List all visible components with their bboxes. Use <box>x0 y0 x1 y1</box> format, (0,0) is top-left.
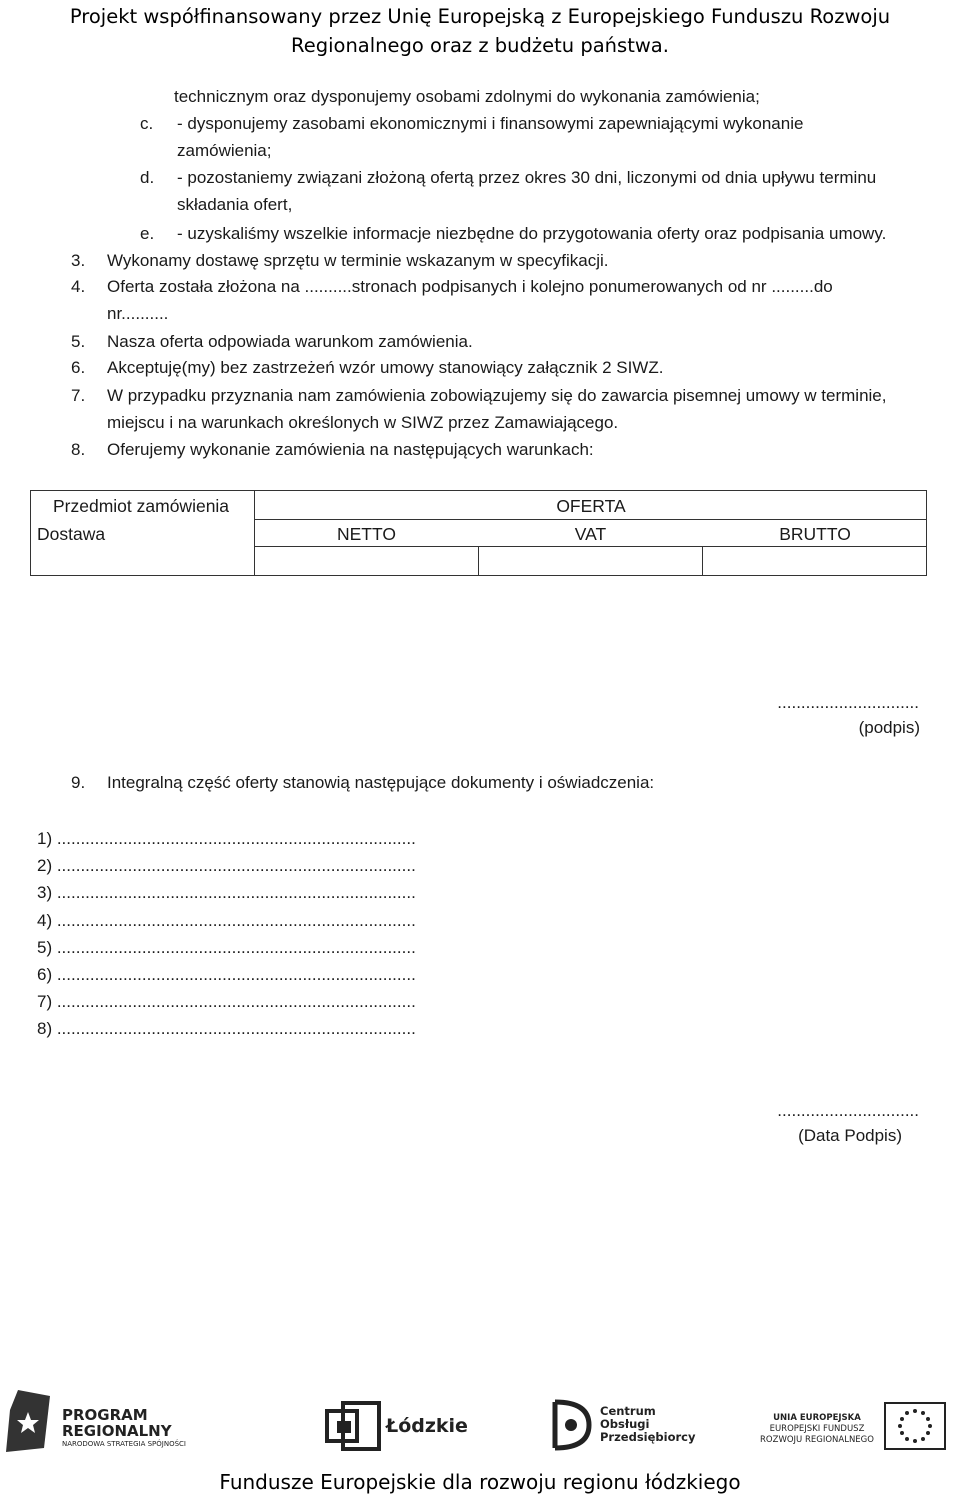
lodzkie-emblem-icon <box>325 1401 381 1451</box>
item-marker-e: e. <box>140 224 155 243</box>
header-line-2: Regionalnego oraz z budżetu państwa. <box>291 34 669 57</box>
table-divider-offer <box>254 519 927 520</box>
table-header-offer: OFERTA <box>556 496 626 516</box>
vat-value-field[interactable] <box>480 548 701 575</box>
point-6-text: Akceptuję(my) bez zastrzeżeń wzór umowy stanowiący załącznik 2 SIWZ. <box>107 358 664 377</box>
program-regionalny-logo <box>62 1407 186 1449</box>
signature-dots[interactable]: .............................. <box>777 693 919 712</box>
document-line[interactable]: 1) ............................................................................ <box>37 829 416 848</box>
header-line-1: Projekt współfinansowany przez Unię Europejską z Europejskiego Funduszu Rozwoju <box>69 5 891 28</box>
table-col-brutto: BRUTTO <box>779 524 851 544</box>
program-logo-line-1: PROGRAM <box>62 1406 148 1424</box>
date-signature-label: (Data Podpis) <box>798 1126 902 1145</box>
eu-flag-icon <box>884 1402 946 1450</box>
program-logo-line-3: NARODOWA STRATEGIA SPÓJNOŚCI <box>62 1440 186 1448</box>
point-3-text: Wykonamy dostawę sprzętu w terminie wskazanym w specyfikacji. <box>107 251 609 270</box>
footer-slogan: Fundusze Europejskie dla rozwoju regionu łódzkiego <box>219 1470 741 1494</box>
point-5-number: 5. <box>71 332 86 351</box>
point-9-text: Integralną część oferty stanowią następujące dokumenty i oświadczenia: <box>107 773 655 792</box>
table-header-subject: Przedmiot zamówienia <box>53 496 230 516</box>
point-7-text-1: W przypadku przyznania nam zamówienia zobowiązujemy się do zawarcia pisemnej umowy w terminie, <box>107 386 887 405</box>
offer-table <box>30 490 927 576</box>
point-3-number: 3. <box>71 251 86 270</box>
eu-line-2: EUROPEJSKI FUNDUSZ <box>769 1424 865 1434</box>
document-line[interactable]: 4) ............................................................................ <box>37 910 416 930</box>
item-marker-d: d. <box>140 168 155 187</box>
eu-fund-logo <box>757 1413 877 1446</box>
table-col-netto: NETTO <box>337 524 396 544</box>
table-col-vat: VAT <box>574 524 607 544</box>
table-divider-row <box>254 546 927 547</box>
point-4-text-2: nr.......... <box>107 304 169 323</box>
centrum-obslugi-logo <box>600 1405 695 1444</box>
signature-label: (podpis) <box>858 718 920 737</box>
point-7-text-2: miejscu i na warunkach określonych w SIWZ przez Zamawiającego. <box>107 413 619 432</box>
point-8-number: 8. <box>71 440 86 459</box>
item-d-text-2: składania ofert, <box>177 195 293 214</box>
documents-list <box>37 825 416 1043</box>
point-5-text: Nasza oferta odpowiada warunkom zamówienia. <box>107 332 473 351</box>
table-divider-brutto <box>702 546 703 576</box>
eu-line-1: UNIA EUROPEJSKA <box>773 1413 861 1423</box>
centrum-line-2: Obsługi <box>600 1417 650 1431</box>
table-divider-vat <box>478 546 479 576</box>
point-8-text: Oferujemy wykonanie zamówienia na następujących warunkach: <box>107 440 594 459</box>
program-logo-line-2: REGIONALNY <box>62 1422 172 1440</box>
item-d-text-1: - pozostaniemy związani złożoną ofertą przez okres 30 dni, liczonymi od dnia upływu terminu <box>177 168 877 187</box>
eu-line-3: ROZWOJU REGIONALNEGO <box>760 1435 874 1445</box>
document-line[interactable]: 2) ............................................................................ <box>37 856 416 876</box>
document-line[interactable]: 5) ............................................................................ <box>37 937 416 957</box>
table-row-label: Dostawa <box>37 524 106 544</box>
centrum-obslugi-icon <box>545 1398 595 1452</box>
program-regionalny-star-icon <box>4 1390 52 1452</box>
point-4-text-1: Oferta została złożona na ..........stronach podpisanych i kolejno ponumerowanych od nr .........do <box>107 277 833 296</box>
centrum-line-1: Centrum <box>600 1404 656 1418</box>
item-e-text: - uzyskaliśmy wszelkie informacje niezbędne do przygotowania oferty oraz podpisania umowy. <box>177 224 887 243</box>
point-9-number: 9. <box>71 773 86 792</box>
footer-logos <box>0 1385 960 1460</box>
document-line[interactable]: 6) ............................................................................ <box>37 965 416 985</box>
point-4-number: 4. <box>71 277 86 296</box>
point-6-number: 6. <box>71 358 86 377</box>
item-c-text-2: zamówienia; <box>177 141 272 160</box>
document-line[interactable]: 3) ............................................................................ <box>37 883 416 903</box>
item-marker-c: c. <box>140 114 154 133</box>
netto-value-field[interactable] <box>256 548 477 575</box>
item-c-text-1: - dysponujemy zasobami ekonomicznymi i finansowymi zapewniającymi wykonanie <box>177 114 804 133</box>
document-header <box>0 2 960 60</box>
document-line[interactable]: 8) ............................................................................ <box>37 1019 416 1039</box>
text-line-technical: technicznym oraz dysponujemy osobami zdolnymi do wykonania zamówienia; <box>174 87 760 106</box>
date-signature-dots[interactable]: .............................. <box>777 1101 919 1120</box>
point-7-number: 7. <box>71 386 86 405</box>
lodzkie-logo-text: Łódzkie <box>386 1415 468 1437</box>
centrum-line-3: Przedsiębiorcy <box>600 1430 696 1444</box>
document-line[interactable]: 7) ............................................................................ <box>37 992 416 1012</box>
brutto-value-field[interactable] <box>704 548 926 575</box>
